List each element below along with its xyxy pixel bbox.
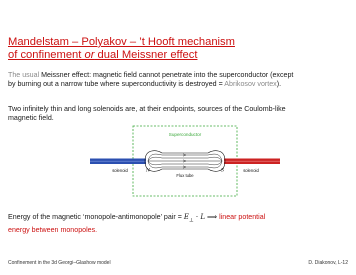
solenoid-left-label: solenoid xyxy=(112,168,128,173)
abrikosov-vortex-text: Abrikosov vortex xyxy=(224,80,277,89)
paragraph-meissner xyxy=(8,71,348,89)
n-pole-label: N xyxy=(146,168,151,174)
usual-text: The usual xyxy=(8,71,40,79)
superconductor-label: Superconductor xyxy=(168,132,202,137)
paragraph-energy-line-2: energy between monopoles. xyxy=(8,225,98,234)
paragraph-solenoids xyxy=(8,105,348,123)
title-line-2-part-2: dual Meissner effect xyxy=(94,49,198,61)
footer-left: Confinement in the 3d Georgi–Glashow model xyxy=(8,260,111,266)
paragraph-energy xyxy=(8,213,348,235)
paragraph-meissner-line-1 xyxy=(8,71,348,80)
math-e: E xyxy=(183,213,189,221)
meissner-line-2-end: ). xyxy=(276,80,282,89)
paragraph-solenoids-line-2: magnetic field. xyxy=(8,114,54,123)
title-or: or xyxy=(84,49,95,61)
meissner-line-1-rest: Meissner effect: magnetic field cannot penetrate into the superconductor (except xyxy=(39,71,294,79)
title-line-1: Mandelstam – Polyakov – ’t Hooft mechanism xyxy=(8,36,235,48)
energy-line-1-start: Energy of the magnetic ‘monopole-antimonopole’ pair = xyxy=(8,213,184,221)
math-dot: · xyxy=(193,213,201,221)
footer-right: D. Diakonov, L-12 xyxy=(308,260,348,266)
paragraph-meissner-line-2 xyxy=(8,80,348,89)
linear-potential-text: linear potential xyxy=(219,213,266,221)
flux-tube-diagram xyxy=(90,125,280,197)
solenoid-right-label: solenoid xyxy=(243,168,259,173)
math-perp: ⊥ xyxy=(188,217,194,224)
flux-tube-label: Flux tube xyxy=(176,173,194,178)
paragraph-solenoids-line-1: Two infinitely thin and long solenoids are, at their endpoints, sources of the Coulomb-like xyxy=(8,105,286,113)
title-line-2 xyxy=(8,49,348,62)
meissner-line-2-start: by burning out a narrow tube where superconductivity is destroyed = xyxy=(8,80,225,89)
math-l: L xyxy=(200,213,205,221)
title-line-2-part-1: of confinement xyxy=(8,49,85,61)
implies-arrow: ⟹ xyxy=(204,213,220,221)
paragraph-energy-line-1 xyxy=(8,213,348,226)
slide-title xyxy=(8,36,348,62)
s-pole-label: S xyxy=(221,168,225,174)
